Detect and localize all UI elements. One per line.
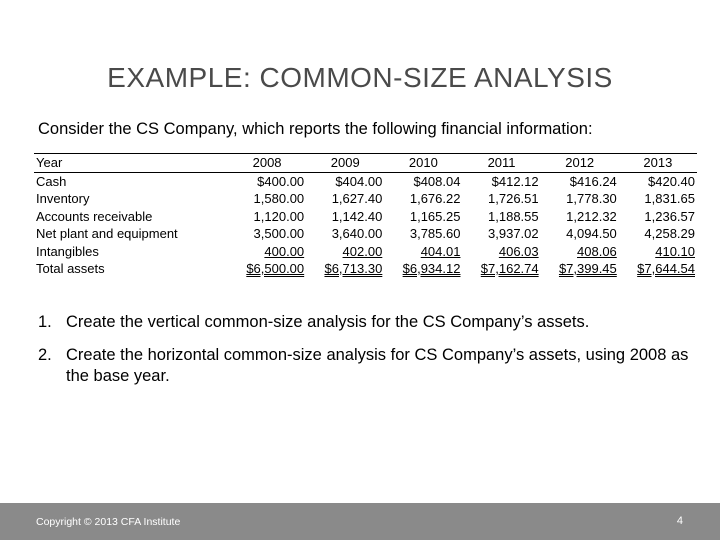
table-cell: 4,094.50 [566, 226, 617, 241]
table-cell: $7,399.45 [558, 261, 617, 276]
year-column-header: 2012 [565, 155, 595, 170]
table-row-net-plant [34, 225, 697, 243]
row-label: Net plant and equipment [36, 226, 178, 241]
table-row-cash [34, 172, 697, 190]
task-item [38, 312, 698, 333]
footer-bar [0, 503, 720, 540]
row-label: Inventory [36, 191, 90, 206]
task-text: Create the horizontal common-size analysis for CS Company’s assets, using 2008 as the base year. [66, 346, 689, 385]
row-label: Accounts receivable [36, 208, 153, 224]
table-cell: $7,644.54 [637, 261, 695, 276]
task-number: 1. [38, 313, 52, 331]
table-cell: 410.10 [655, 243, 695, 259]
table-cell: 1,627.40 [331, 191, 383, 206]
year-column-header: 2013 [643, 155, 673, 170]
table-row-intangibles [34, 243, 697, 261]
table-row-inventory [34, 190, 697, 208]
table-cell: $408.04 [413, 173, 461, 189]
table-cell: 1,120.00 [253, 208, 305, 224]
intro-text: Consider the CS Company, which reports the following financial information: [38, 120, 593, 138]
table-cell: $400.00 [257, 173, 305, 189]
table-cell: 1,676.22 [409, 191, 461, 206]
slide-title: EXAMPLE: COMMON-SIZE ANALYSIS [107, 62, 613, 93]
table-cell: 1,142.40 [331, 208, 383, 224]
table-cell: 400.00 [264, 243, 305, 259]
table-row-accounts-receivable [34, 208, 697, 226]
table-cell: $412.12 [491, 173, 539, 189]
year-column-header: 2011 [487, 155, 516, 170]
copyright-text: Copyright © 2013 CFA Institute [36, 516, 181, 528]
year-column-header: 2010 [408, 155, 438, 170]
row-label: Cash [36, 173, 67, 189]
task-list [38, 312, 698, 399]
table-header-row [34, 154, 697, 173]
task-number: 2. [38, 346, 52, 364]
table-cell: 406.03 [498, 243, 539, 259]
table-cell: $7,162.74 [480, 261, 539, 276]
table-cell: $404.00 [335, 173, 383, 189]
financial-table [34, 153, 697, 278]
table-cell: 4,258.29 [644, 226, 695, 241]
task-item [38, 345, 698, 387]
table-cell: 1,236.57 [644, 208, 695, 224]
table-cell: 1,188.55 [488, 208, 539, 224]
table-cell: 404.01 [420, 243, 461, 259]
table-cell: 1,212.32 [566, 208, 617, 224]
year-column-header: 2009 [330, 155, 360, 170]
table-cell: 402.00 [342, 243, 383, 259]
table-cell: $6,713.30 [324, 261, 383, 276]
table-cell: 1,831.65 [644, 191, 695, 206]
table-row-total-assets [34, 260, 697, 278]
row-label: Total assets [36, 261, 105, 276]
task-text: Create the vertical common-size analysis for the CS Company’s assets. [66, 313, 590, 331]
table-cell: 1,726.51 [488, 191, 539, 206]
table-cell: 408.06 [577, 243, 617, 259]
table-cell: 1,580.00 [253, 191, 305, 206]
table-cell: $6,934.12 [402, 261, 461, 276]
table-cell: 3,937.02 [488, 226, 539, 241]
table-cell: 3,640.00 [331, 226, 383, 241]
year-header: Year [36, 155, 63, 170]
table-cell: 3,785.60 [409, 226, 461, 241]
year-column-header: 2008 [252, 155, 282, 170]
table-cell: $6,500.00 [246, 261, 305, 276]
table-cell: 1,778.30 [566, 191, 617, 206]
table-cell: $416.24 [569, 173, 617, 189]
row-label: Intangibles [36, 243, 99, 259]
table-cell: 1,165.25 [409, 208, 461, 224]
table-cell: 3,500.00 [253, 226, 305, 241]
page-number: 4 [676, 515, 683, 527]
table-cell: $420.40 [648, 173, 695, 189]
